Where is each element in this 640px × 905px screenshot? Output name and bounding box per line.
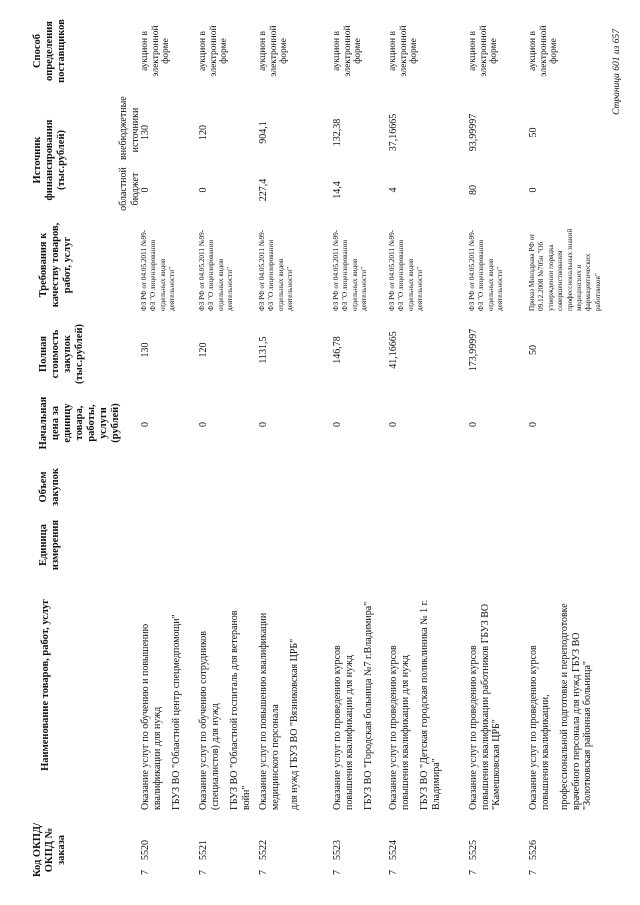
row-total: 50: [528, 345, 539, 355]
row-name-line: Оказание услуг по обучению сотрудников (специалистов) для нужд: [198, 630, 221, 810]
row-name-line: ГБУЗ ВО "Областной центр спецмедпомощи": [171, 614, 182, 810]
row-name-line: ГБУЗ ВО "Городская больница №7 г.Владимира": [363, 601, 374, 810]
row-total: 1131,5: [258, 336, 269, 364]
row-order: 5523: [332, 840, 343, 860]
row-extra: 93,99997: [468, 113, 479, 152]
row-okpd: 7: [332, 870, 343, 875]
row-regional: 0: [528, 187, 539, 193]
row-price: 0: [528, 422, 539, 427]
row-price: 0: [258, 422, 269, 427]
row-order: 5521: [198, 840, 209, 860]
header-source-extra: внебюджетные источники: [118, 96, 141, 160]
row-name: [388, 595, 450, 810]
row-name: [332, 595, 383, 810]
row-extra: 120: [198, 125, 209, 140]
row-extra: 50: [528, 127, 539, 138]
row-name-line: Оказание услуг по проведению курсов повышения квалификации работников ГБУЗ ВО "Камешковская ЦРБ": [468, 603, 502, 810]
row-requirements: ФЗ РФ от 04.05.2011 №99-ФЗ "О лицензировании отдельных видов деятельности": [258, 229, 295, 311]
row-name: [140, 595, 191, 810]
row-okpd: 7: [140, 870, 151, 875]
row-method: аукцион в электронной форме: [198, 25, 229, 77]
row-okpd: 7: [198, 870, 209, 875]
row-regional: 0: [140, 187, 151, 193]
row-regional: 4: [388, 187, 399, 193]
row-name-line: Оказание услуг по проведению курсов повышения квалификации,: [528, 645, 551, 810]
row-name-line: для нужд ГБУЗ ВО "Вязниковская ЦРБ": [289, 638, 300, 810]
row-total: 41,16665: [388, 331, 399, 369]
row-requirements: Приказ Минздрава РФ от 09.12.2008 №705н "Об утверждении порядка совершенствования профессиональных знаний медицинских и фармацевтических работников": [528, 228, 602, 311]
row-name: [258, 595, 309, 810]
row-name-line: профессиональной подготовке и переподготовке врачебного персонала для нужд ГБУЗ ВО "Золотковская районная больница": [559, 603, 593, 810]
row-name-line: Оказание услуг по проведению курсов повышения квалификации для нужд: [332, 645, 355, 810]
row-name-line: ГБУЗ ВО "Детская городская поликлиника № 1 г. Владимира": [419, 599, 442, 810]
row-method: аукцион в электронной форме: [258, 25, 289, 77]
row-method: аукцион в электронной форме: [528, 25, 559, 77]
header-price: Начальная цена за единицу товара, работы, услуги (рублей): [38, 396, 121, 450]
row-name-line: Оказание услуг по обучению и повышению квалификации для нужд: [140, 623, 163, 810]
row-order: 5520: [140, 840, 151, 860]
row-extra: 132,38: [332, 118, 343, 147]
row-order: 5525: [468, 840, 479, 860]
row-okpd: 7: [528, 870, 539, 875]
row-total: 130: [140, 342, 151, 358]
row-extra: 130: [140, 125, 151, 140]
row-price: 0: [468, 422, 479, 427]
row-name-line: Оказание услуг по проведению курсов повышения квалификации для нужд: [388, 645, 411, 810]
row-total: 146,78: [332, 336, 343, 364]
row-total: 173,99997: [468, 328, 479, 372]
row-method: аукцион в электронной форме: [140, 25, 171, 77]
row-method: аукцион в электронной форме: [468, 25, 499, 77]
header-unit: Единица измерения: [38, 519, 61, 571]
row-name: [528, 595, 602, 810]
row-regional: 80: [468, 185, 479, 195]
header-source-regional: областной бюджет: [118, 167, 141, 211]
row-extra: 37,16665: [388, 113, 399, 152]
row-name: [198, 595, 260, 810]
header-total: Полная стоимость закупок (тыс.рублей): [38, 323, 85, 385]
row-order: 5526: [528, 840, 539, 860]
row-requirements: ФЗ РФ от 04.05.2011 №99-ФЗ "О лицензировании отдельных видов деятельности": [468, 229, 505, 311]
row-requirements: ФЗ РФ от 04.05.2011 №99-ФЗ "О лицензировании отдельных видов деятельности": [332, 229, 369, 311]
header-method: Способ определения поставщиков: [32, 19, 67, 83]
row-regional: 14,4: [332, 181, 343, 199]
row-requirements: ФЗ РФ от 04.05.2011 №99-ФЗ "О лицензировании отдельных видов деятельности": [198, 229, 235, 311]
header-volume: Объем закупок: [38, 468, 61, 506]
row-requirements: ФЗ РФ от 04.05.2011 №99-ФЗ "О лицензировании отдельных видов деятельности": [140, 229, 177, 311]
row-okpd: 7: [388, 870, 399, 875]
header-name: Наименование товаров, работ, услуг: [40, 599, 51, 771]
header-requirements: Требования к качеству товаров, работ, услуг: [38, 222, 73, 308]
row-regional: 0: [198, 187, 209, 193]
row-method: аукцион в электронной форме: [332, 25, 363, 77]
row-price: 0: [388, 422, 399, 427]
header-code: Код ОКПД/ ОКПД № заказа: [32, 822, 67, 878]
row-price: 0: [198, 422, 209, 427]
row-order: 5524: [388, 840, 399, 860]
row-name-line: Оказание услуг по повышению квалификации медицинского персонала: [258, 612, 281, 810]
row-okpd: 7: [258, 870, 269, 875]
row-name-line: ГБУЗ ВО "Областной госпиталь для ветеранов войн": [229, 610, 252, 810]
page-footer: Страница 601 из 657: [612, 29, 622, 115]
row-name: [468, 595, 511, 810]
header-source: Источник финансирования (тыс.рублей): [32, 119, 67, 201]
row-regional: 227,4: [258, 178, 269, 202]
row-price: 0: [332, 422, 343, 427]
row-order: 5522: [258, 840, 269, 860]
row-extra: 904,1: [258, 121, 269, 144]
row-method: аукцион в электронной форме: [388, 25, 419, 77]
row-okpd: 7: [468, 870, 479, 875]
row-total: 120: [198, 342, 209, 358]
row-price: 0: [140, 422, 151, 427]
row-requirements: ФЗ РФ от 04.05.2011 №99-ФЗ "О лицензировании отдельных видов деятельности": [388, 229, 425, 311]
